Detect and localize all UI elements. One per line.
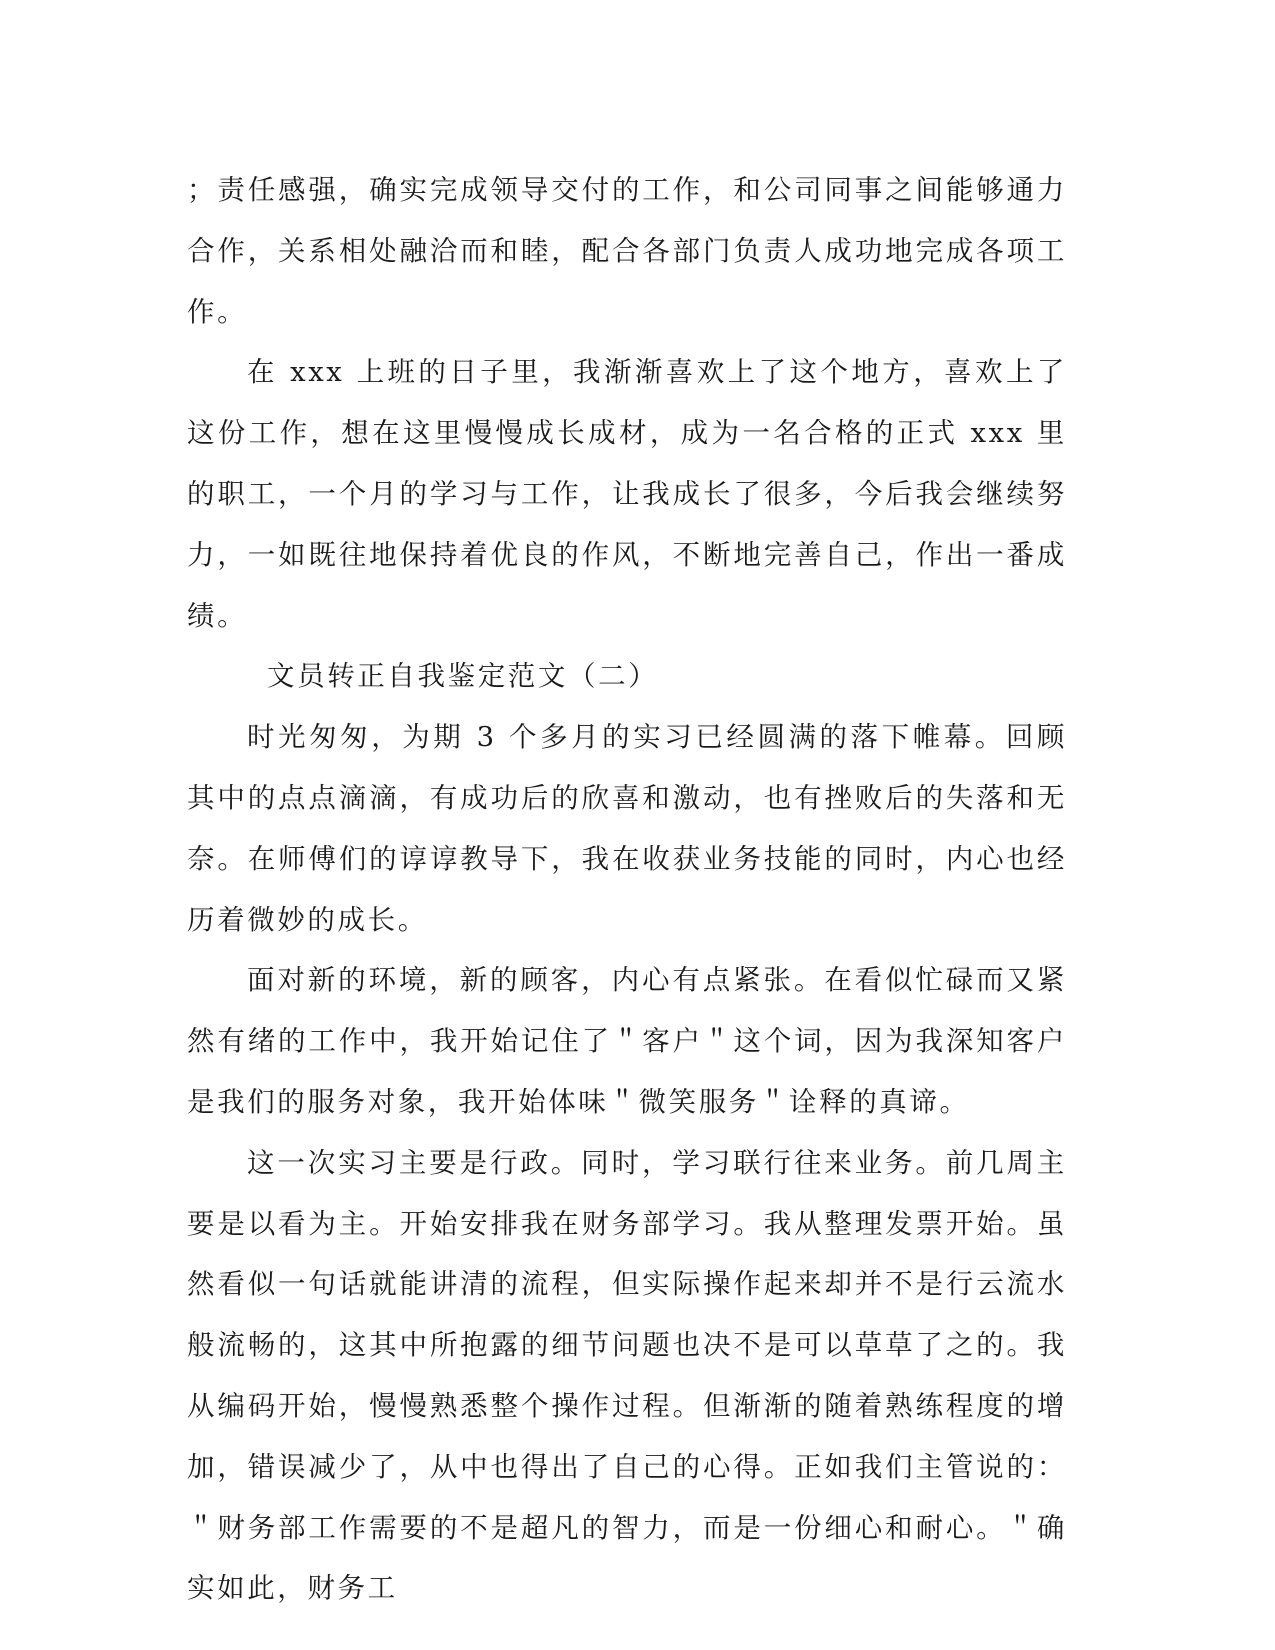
- paragraph-new-environment: 面对新的环境，新的顾客，内心有点紧张。在看似忙碌而又紧然有绪的工作中，我开始记住了＂客户＂这个词，因为我深知客户是我们的服务对象，我开始体味＂微笑服务＂诠释的真谛。: [187, 964, 1067, 1118]
- section-heading: 文员转正自我鉴定范文（二）: [267, 660, 659, 693]
- paragraph-continuation: ；责任感强，确实完成领导交付的工作，和公司同事之间能够通力合作，关系相处融洽而和睦，配合各部门负责人成功地完成各项工作。: [187, 174, 1067, 328]
- paragraph-xxx-work: 在 xxx 上班的日子里，我渐渐喜欢上了这个地方，喜欢上了这份工作，想在这里慢慢成长成材，成为一名合格的正式 xxx 里的职工，一个月的学习与工作，让我成长了很多，今后我会继续努力，一如既往地保持着优良的作风，不断地完善自己，作出一番成绩。: [187, 356, 1067, 632]
- paragraph-finance-work: 这一次实习主要是行政。同时，学习联行往来业务。前几周主要是以看为主。开始安排我在财务部学习。我从整理发票开始。虽然看似一句话就能讲清的流程，但实际操作起来却并不是行云流水般流畅的，这其中所抱露的细节问题也决不是可以草草了之的。我从编码开始，慢慢熟悉整个操作过程。但渐渐的随着熟练程度的增加，错误减少了，从中也得出了自己的心得。正如我们主管说的：＂财务部工作需要的不是超凡的智力，而是一份细心和耐心。＂确实如此，财务工: [187, 1146, 1067, 1605]
- paragraph-internship-intro: 时光匆匆，为期 3 个多月的实习已经圆满的落下帷幕。回顾其中的点点滴滴，有成功后的欣喜和激动，也有挫败后的失落和无奈。在师傅们的谆谆教导下，我在收获业务技能的同时，内心也经历着微妙的成长。: [187, 721, 1067, 936]
- document-body: [187, 160, 1067, 1619]
